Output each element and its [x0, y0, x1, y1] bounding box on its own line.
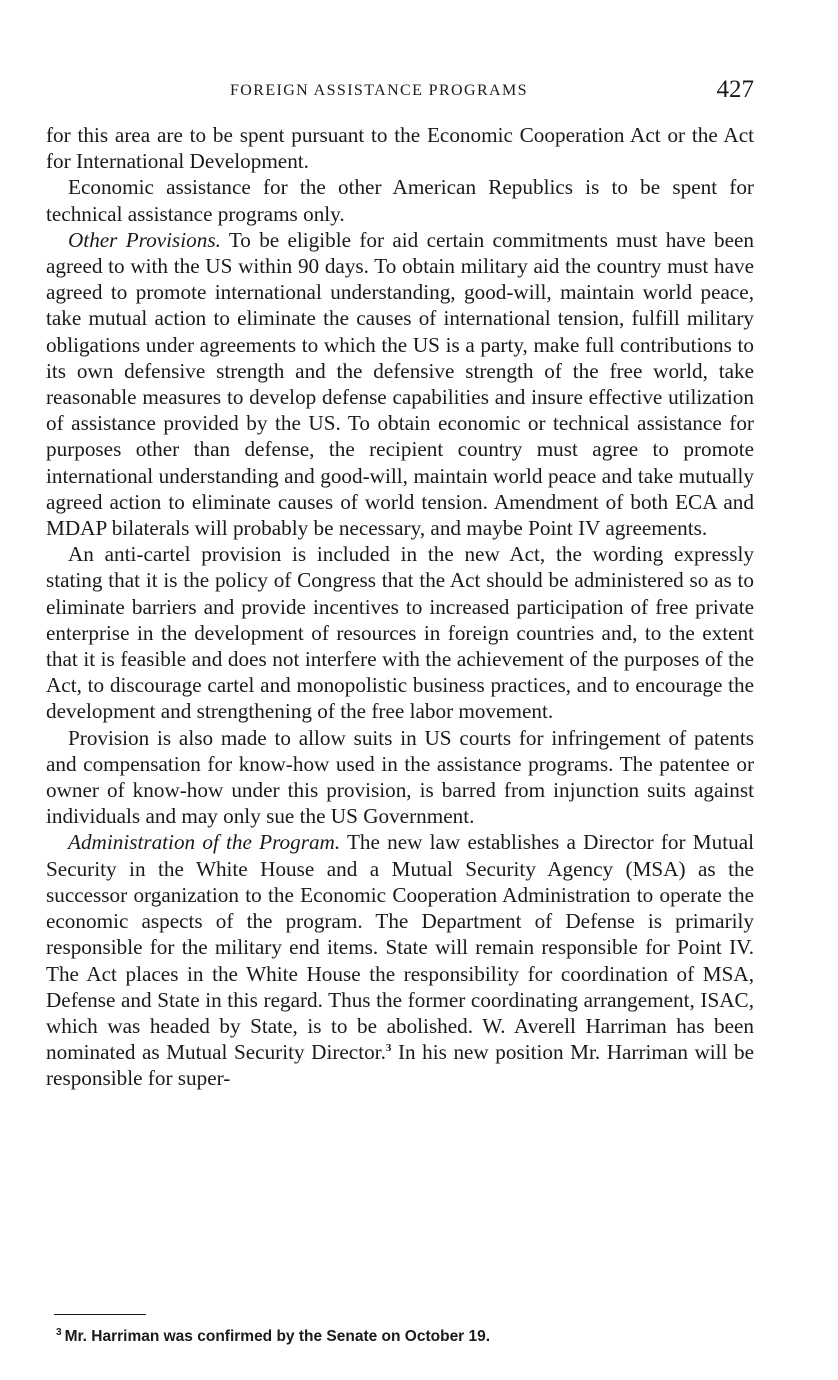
- footnote-marker: 3: [56, 1327, 62, 1338]
- paragraph-continuation: [46, 122, 754, 174]
- paragraph-american-republics: [46, 174, 754, 226]
- page-number: 427: [716, 76, 754, 103]
- footnote-rule: [54, 1314, 146, 1315]
- paragraph-text: Economic assistance for the other American Republics is to be spent for technical assistance programs only.: [46, 175, 754, 226]
- footnote-reference[interactable]: 3: [385, 1042, 392, 1055]
- paragraph-administration: [46, 829, 754, 1091]
- paragraph-anti-cartel: [46, 541, 754, 724]
- body-text: [46, 122, 754, 1092]
- running-head: [46, 74, 754, 108]
- paragraph-text: An anti-cartel provision is included in the new Act, the wording expressly stating that it is the policy of Congress that the Act should be administered so as to eliminate barriers and provide incentives to increased participation of free private enterprise in the development of resources in foreign countries and, to the extent that it is feasible and does not interfere with the achievement of the purposes of the Act, to discourage cartel and monopolistic business practices, and to encourage the development and strengthening of the free labor movement.: [46, 542, 754, 724]
- running-title: FOREIGN ASSISTANCE PROGRAMS: [230, 82, 528, 99]
- footnote-text: Mr. Harriman was confirmed by the Senate on October 19.: [64, 1328, 491, 1345]
- paragraph-text: Provision is also made to allow suits in US courts for infringement of patents and compensation for know-how used in the assistance programs. The patentee or owner of know-how under this provision, is barred from injunction suits against individuals and may only sue the US Government.: [46, 725, 754, 829]
- run-in-heading: Other Provisions.: [68, 227, 221, 252]
- paragraph-other-provisions: [46, 227, 754, 541]
- paragraph-text: The new law establishes a Director for Mutual Security in the White House and a Mutual Security Agency (MSA) as the successor organization to the Economic Cooperation Administration to operate the economic aspects of the program. The Department of Defense is primarily responsible for the military end items. State will remain responsible for Point IV. The Act places in the White House the responsibility for coordination of MSA, Defense and State in this regard. Thus the former coordinating arrangement, ISAC, which was headed by State, is to be abolished. W. Averell Harriman has been nominated as Mutual Security Director.: [46, 830, 754, 1065]
- paragraph-patents: [46, 725, 754, 830]
- document-page: [46, 74, 754, 1092]
- run-in-heading: Administration of the Program.: [68, 830, 341, 855]
- paragraph-text: for this area are to be spent pursuant to the Economic Cooperation Act or the Act for International Development.: [46, 123, 754, 174]
- paragraph-text: In his new position Mr. Harriman will be responsible for super-: [46, 1040, 754, 1091]
- paragraph-text: To be eligible for aid certain commitments must have been agreed to with the US within 90 days. To obtain military aid the country must have agreed to promote international understanding, good-will, maintain world peace, take mutual action to eliminate the causes of international tension, fulfill military obligations under agreements to which the US is a party, make full contributions to its own defensive strength and the defensive strength of the free world, take reasonable measures to develop defense capabilities and insure effective utilization of assistance provided by the US. To obtain economic or technical assistance for purposes other than defense, the recipient country must agree to promote international understanding and good-will, maintain world peace and take mutually agreed action to eliminate causes of world tension. Amendment of both ECA and MDAP bilaterals will probably be necessary, and maybe Point IV agreements.: [46, 227, 754, 541]
- footnote: [56, 1328, 490, 1346]
